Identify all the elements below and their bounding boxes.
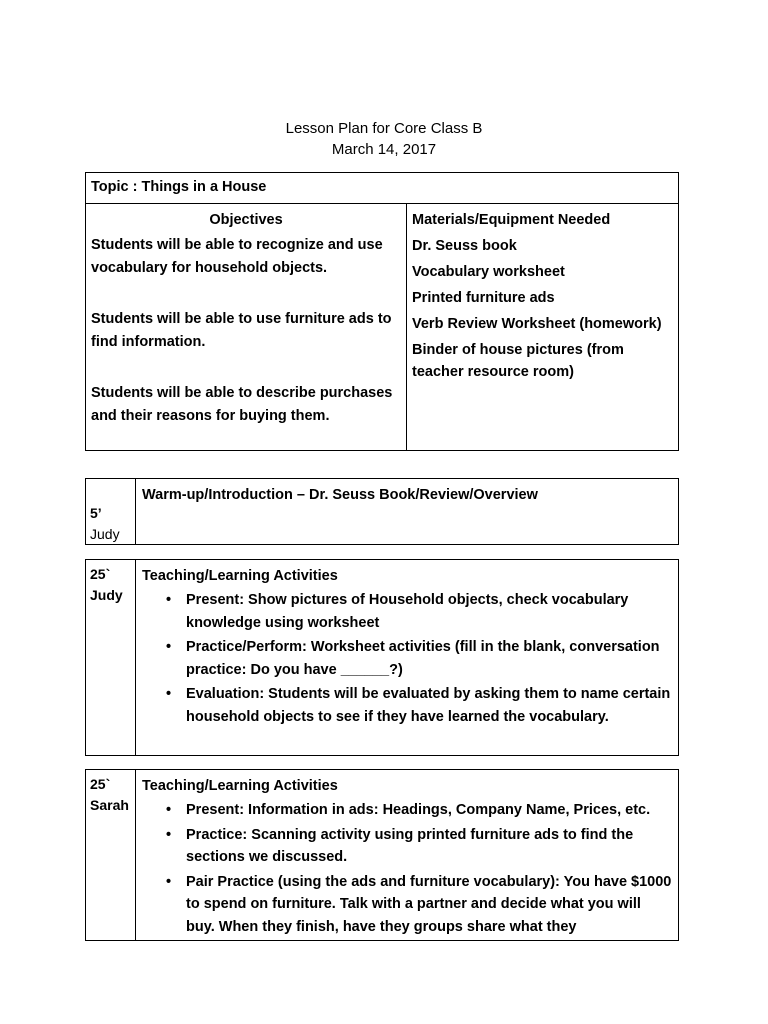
activity-list xyxy=(142,589,672,728)
segment-time-cell xyxy=(86,560,136,755)
segment-minutes: 5’ xyxy=(90,505,102,521)
objectives-materials-table xyxy=(85,203,679,451)
topic-cell: Topic : Things in a House xyxy=(85,172,679,204)
segment-content-cell xyxy=(136,560,678,765)
document-date: March 14, 2017 xyxy=(331,141,437,158)
sarah-activities-segment xyxy=(85,769,679,941)
document-title: Lesson Plan for Core Class B xyxy=(285,120,483,137)
objective-item: Students will be able to describe purchases and their reasons for buying them. xyxy=(91,385,393,424)
segment-minutes: 25` xyxy=(90,776,111,792)
segment-time-cell xyxy=(86,770,136,940)
segment-teacher: Judy xyxy=(90,587,123,603)
activity-item: • Evaluation: Students will be evaluated by asking them to name certain household objects to see if they have learned the vocabulary. xyxy=(186,683,672,728)
activity-list xyxy=(142,799,672,938)
material-item: Verb Review Worksheet (homework) xyxy=(412,315,662,332)
activity-item: • Practice/Perform: Worksheet activities (fill in the blank, conversation practice: Do you have ______?) xyxy=(186,636,672,681)
activity-item: • Present: Show pictures of Household objects, check vocabulary knowledge using worksheet xyxy=(186,589,672,634)
segment-minutes: 25` xyxy=(90,566,111,582)
segment-title: Teaching/Learning Activities xyxy=(142,568,338,584)
segment-title: Warm-up/Introduction – Dr. Seuss Book/Review/Overview xyxy=(142,487,538,503)
activity-item: • Practice: Scanning activity using printed furniture ads to find the sections we discussed. xyxy=(186,824,672,869)
material-item: Binder of house pictures (from teacher resource room) xyxy=(412,341,624,380)
document-header xyxy=(0,118,768,160)
objective-item: Students will be able to use furniture ads to find information. xyxy=(91,311,392,350)
objectives-column xyxy=(86,204,407,450)
objectives-heading: Objectives xyxy=(209,212,283,228)
material-item: Printed furniture ads xyxy=(412,289,555,306)
segment-title: Teaching/Learning Activities xyxy=(142,778,338,794)
warmup-segment xyxy=(85,478,679,545)
activity-item: • Present: Information in ads: Headings, Company Name, Prices, etc. xyxy=(186,799,672,822)
segment-content-cell xyxy=(136,479,678,554)
material-item: Dr. Seuss book xyxy=(412,237,517,254)
segment-time-cell xyxy=(86,479,136,544)
objective-item: Students will be able to recognize and use vocabulary for household objects. xyxy=(91,237,383,276)
segment-teacher: Judy xyxy=(90,526,120,542)
segment-teacher: Sarah xyxy=(90,797,129,813)
judy-activities-segment xyxy=(85,559,679,756)
material-item: Vocabulary worksheet xyxy=(412,263,565,280)
materials-column xyxy=(407,204,678,460)
segment-content-cell xyxy=(136,770,678,941)
materials-heading: Materials/Equipment Needed xyxy=(412,212,611,228)
activity-item: • Pair Practice (using the ads and furniture vocabulary): You have $1000 to spend on furniture. Talk with a partner and decide what you will buy. When they finish, have they groups share what they xyxy=(186,871,672,939)
